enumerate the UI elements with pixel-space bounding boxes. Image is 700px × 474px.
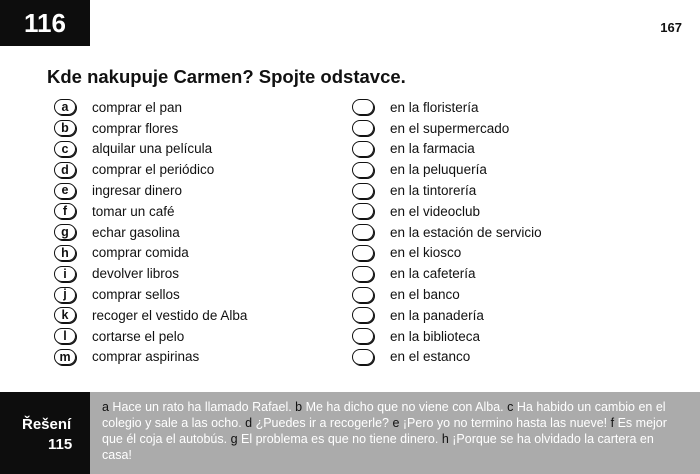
solution-reference: 115 bbox=[48, 436, 73, 453]
page-number: 167 bbox=[660, 20, 682, 35]
places-list bbox=[352, 97, 542, 367]
letter-badge: h bbox=[54, 245, 76, 261]
exercise-number-box bbox=[0, 0, 90, 46]
solution-footer bbox=[0, 392, 700, 474]
letter-badge: b bbox=[54, 120, 76, 136]
activity-label: cortarse el pelo bbox=[92, 328, 185, 344]
place-label: en el kiosco bbox=[390, 245, 462, 261]
place-label: en la biblioteca bbox=[390, 328, 481, 344]
activity-label: comprar sellos bbox=[92, 287, 180, 303]
solution-segment: Es mejor que él coja el autobús. bbox=[102, 416, 667, 446]
place-item bbox=[352, 284, 542, 305]
solution-key-letter: b bbox=[295, 400, 303, 414]
letter-badge: g bbox=[54, 224, 76, 240]
place-label: en la tintorería bbox=[390, 183, 477, 199]
activity-label: comprar comida bbox=[92, 245, 189, 261]
letter-badge: f bbox=[54, 203, 76, 219]
activity-item bbox=[54, 180, 247, 201]
activity-label: tomar un café bbox=[92, 203, 175, 219]
place-item bbox=[352, 201, 542, 222]
place-label: en el banco bbox=[390, 287, 460, 303]
activity-item bbox=[54, 222, 247, 243]
activity-label: comprar el periódico bbox=[92, 162, 215, 178]
answer-oval[interactable] bbox=[352, 224, 374, 240]
place-item bbox=[352, 180, 542, 201]
solution-key-letter: h bbox=[441, 432, 449, 446]
letter-badge: d bbox=[54, 162, 76, 178]
letter-badge: k bbox=[54, 307, 76, 323]
activity-item bbox=[54, 118, 247, 139]
activity-item bbox=[54, 243, 247, 264]
activity-item bbox=[54, 139, 247, 160]
solution-segment: ¡Porque se ha olvidado la cartera en casa! bbox=[102, 432, 654, 462]
place-label: en la floristería bbox=[390, 99, 479, 115]
place-item bbox=[352, 243, 542, 264]
exercise-title: Kde nakupuje Carmen? Spojte odstavce. bbox=[47, 66, 406, 87]
answer-oval[interactable] bbox=[352, 141, 374, 157]
place-label: en la panadería bbox=[390, 307, 484, 323]
letter-badge: e bbox=[54, 183, 76, 199]
answer-oval[interactable] bbox=[352, 120, 374, 136]
solution-text bbox=[102, 399, 682, 463]
letter-badge: j bbox=[54, 287, 76, 303]
activity-label: devolver libros bbox=[92, 266, 180, 282]
letter-badge: a bbox=[54, 99, 76, 115]
solution-key-letter: c bbox=[507, 400, 514, 414]
place-label: en la farmacia bbox=[390, 141, 475, 157]
answer-oval[interactable] bbox=[352, 99, 374, 115]
solution-box bbox=[0, 392, 90, 474]
activity-label: comprar flores bbox=[92, 120, 179, 136]
place-item bbox=[352, 347, 542, 368]
activity-item bbox=[54, 347, 247, 368]
activity-item bbox=[54, 326, 247, 347]
answer-oval[interactable] bbox=[352, 266, 374, 282]
exercise-number: 116 bbox=[24, 7, 66, 38]
solution-key-letter: g bbox=[230, 432, 238, 446]
place-item bbox=[352, 222, 542, 243]
activity-label: ingresar dinero bbox=[92, 183, 183, 199]
activity-label: alquilar una película bbox=[92, 141, 213, 157]
answer-oval[interactable] bbox=[352, 162, 374, 178]
activity-item bbox=[54, 201, 247, 222]
activity-label: echar gasolina bbox=[92, 224, 180, 240]
solution-segment: ¡Pero yo no termino hasta las nueve! bbox=[399, 416, 611, 430]
activity-item bbox=[54, 159, 247, 180]
letter-badge: i bbox=[54, 266, 76, 282]
answer-oval[interactable] bbox=[352, 287, 374, 303]
solution-key-letter: e bbox=[392, 416, 400, 430]
activity-label: recoger el vestido de Alba bbox=[92, 307, 248, 323]
answer-oval[interactable] bbox=[352, 245, 374, 261]
activity-label: comprar el pan bbox=[92, 99, 183, 115]
activity-item bbox=[54, 305, 247, 326]
place-label: en la cafetería bbox=[390, 266, 476, 282]
activity-item bbox=[54, 284, 247, 305]
answer-oval[interactable] bbox=[352, 183, 374, 199]
solution-segment: Hace un rato ha llamado Rafael. bbox=[108, 400, 296, 414]
place-item bbox=[352, 263, 542, 284]
solution-segment: El problema es que no tiene dinero. bbox=[237, 432, 442, 446]
place-item bbox=[352, 118, 542, 139]
letter-badge: c bbox=[54, 141, 76, 157]
answer-oval[interactable] bbox=[352, 307, 374, 323]
place-item bbox=[352, 97, 542, 118]
activity-label: comprar aspirinas bbox=[92, 349, 200, 365]
place-item bbox=[352, 159, 542, 180]
letter-badge: m bbox=[54, 349, 76, 365]
solution-key-letter: f bbox=[610, 416, 615, 430]
place-label: en el videoclub bbox=[390, 203, 481, 219]
answer-oval[interactable] bbox=[352, 203, 374, 219]
place-item bbox=[352, 139, 542, 160]
solution-segment: Me ha dicho que no viene con Alba. bbox=[302, 400, 508, 414]
activity-item bbox=[54, 263, 247, 284]
place-label: en la peluquería bbox=[390, 162, 487, 178]
answer-oval[interactable] bbox=[352, 328, 374, 344]
place-item bbox=[352, 305, 542, 326]
letter-badge: l bbox=[54, 328, 76, 344]
solution-label: Řešení bbox=[22, 416, 72, 433]
solution-key-letter: d bbox=[245, 416, 253, 430]
answer-oval[interactable] bbox=[352, 349, 374, 365]
place-label: en el supermercado bbox=[390, 120, 510, 136]
solution-segment: ¿Puedes ir a recogerle? bbox=[252, 416, 393, 430]
place-label: en el estanco bbox=[390, 349, 471, 365]
activities-list bbox=[54, 97, 247, 367]
activity-item bbox=[54, 97, 247, 118]
place-label: en la estación de servicio bbox=[390, 224, 542, 240]
solution-key-letter: a bbox=[102, 400, 109, 414]
place-item bbox=[352, 326, 542, 347]
solution-segment: Ha habido un cambio en el colegio y sale a las ocho. bbox=[102, 400, 666, 430]
